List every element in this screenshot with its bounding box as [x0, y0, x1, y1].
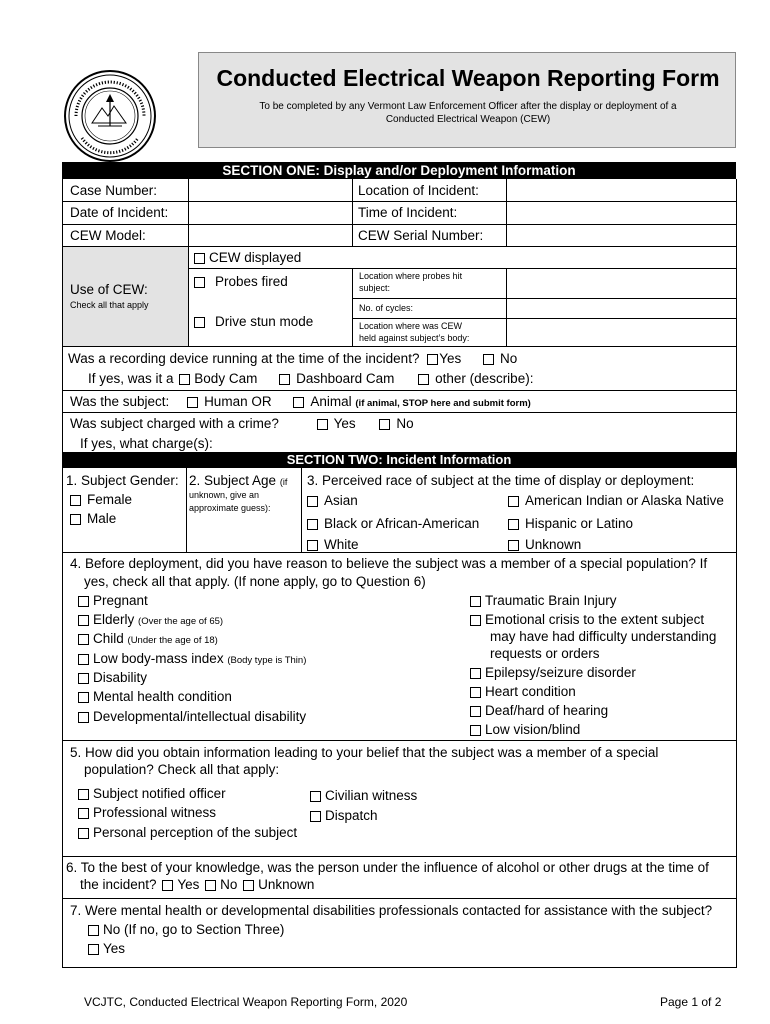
footer-text: VCJTC, Conducted Electrical Weapon Reporting Form, 2020	[84, 995, 408, 1009]
checkbox[interactable]	[427, 354, 438, 365]
section-one-heading: SECTION ONE: Display and/or Deployment Information	[62, 162, 736, 179]
checkbox[interactable]	[78, 634, 89, 645]
developmental-option[interactable]: Developmental/intellectual disability	[78, 710, 306, 724]
checkbox[interactable]	[78, 789, 89, 800]
checkbox[interactable]	[162, 880, 173, 891]
q5-question-line1: 5. How did you obtain information leading to your belief that the subject was a member of a special	[70, 745, 659, 760]
recording-type-row: If yes, was it a Body Cam Dashboard Cam other (describe):	[88, 371, 534, 386]
checkbox[interactable]	[310, 791, 321, 802]
race-hispanic-option[interactable]: Hispanic or Latino	[508, 517, 633, 531]
checkbox[interactable]	[470, 725, 481, 736]
form-subtitle-line2: Conducted Electrical Weapon (CEW)	[385, 114, 551, 125]
form-title: Conducted Electrical Weapon Reporting Form	[216, 65, 720, 91]
checkbox[interactable]	[78, 673, 89, 684]
cew-serial-label: CEW Serial Number:	[358, 228, 484, 243]
q7-yes-option[interactable]: Yes	[88, 942, 125, 956]
q3-race-label: 3. Perceived race of subject at the time of display or deployment:	[307, 473, 695, 488]
checkbox[interactable]	[307, 540, 318, 551]
dispatch-option[interactable]: Dispatch	[310, 809, 378, 823]
q2-note-line1: unknown, give an	[189, 490, 260, 500]
checkbox[interactable]	[78, 808, 89, 819]
checkbox[interactable]	[508, 496, 519, 507]
checkbox[interactable]	[508, 540, 519, 551]
q4-question-line2: yes, check all that apply. (If none apply, go to Question 6)	[84, 574, 426, 589]
checkbox[interactable]	[179, 374, 190, 385]
check-all-note: Check all that apply	[70, 300, 149, 310]
professional-witness-option[interactable]: Professional witness	[78, 806, 216, 820]
civilian-witness-option[interactable]: Civilian witness	[310, 789, 417, 803]
page-number: Page 1 of 2	[660, 995, 722, 1009]
female-option[interactable]: Female	[70, 493, 132, 507]
checkbox[interactable]	[379, 419, 390, 430]
date-of-incident-label: Date of Incident:	[70, 205, 169, 220]
checkbox[interactable]	[78, 692, 89, 703]
checkbox[interactable]	[483, 354, 494, 365]
mental-health-option[interactable]: Mental health condition	[78, 690, 232, 704]
checkbox[interactable]	[88, 925, 99, 936]
cew-displayed-option[interactable]: CEW displayed	[194, 251, 301, 265]
q7-question: 7. Were mental health or developmental disabilities professionals contacted for assistance with the subject?	[70, 903, 713, 918]
q1-gender-label: 1. Subject Gender:	[66, 473, 179, 488]
checkbox[interactable]	[88, 944, 99, 955]
checkbox[interactable]	[78, 596, 89, 607]
checkbox[interactable]	[70, 514, 81, 525]
drive-stun-option[interactable]: Drive stun mode	[194, 315, 313, 329]
checkbox[interactable]	[508, 519, 519, 530]
checkbox[interactable]	[317, 419, 328, 430]
checkbox[interactable]	[279, 374, 290, 385]
disability-option[interactable]: Disability	[78, 671, 147, 685]
checkbox[interactable]	[78, 654, 89, 665]
form-subtitle-line1: To be completed by any Vermont Law Enforcement Officer after the display or deployment of a	[259, 101, 677, 112]
probes-hit-label: Location where probes hit	[359, 271, 463, 281]
probes-hit-label-2: subject:	[359, 283, 391, 293]
child-option[interactable]: Child (Under the age of 18)	[78, 632, 218, 646]
charged-row: Was subject charged with a crime? Yes No	[70, 416, 414, 431]
checkbox[interactable]	[70, 495, 81, 506]
checkbox[interactable]	[418, 374, 429, 385]
vcjtc-seal-icon	[62, 68, 158, 164]
checkbox[interactable]	[307, 496, 318, 507]
cew-held-label-2: held against subject’s body:	[359, 333, 470, 343]
case-number-label: Case Number:	[70, 183, 158, 198]
tbi-option[interactable]: Traumatic Brain Injury	[470, 594, 617, 608]
cew-model-label: CEW Model:	[70, 228, 146, 243]
male-option[interactable]: Male	[70, 512, 116, 526]
elderly-option[interactable]: Elderly (Over the age of 65)	[78, 613, 223, 627]
cycles-label: No. of cycles:	[359, 303, 414, 313]
checkbox[interactable]	[187, 397, 198, 408]
q7-no-option[interactable]: No (If no, go to Section Three)	[88, 923, 284, 937]
checkbox[interactable]	[307, 519, 318, 530]
checkbox[interactable]	[470, 615, 481, 626]
race-asian-option[interactable]: Asian	[307, 494, 358, 508]
recording-question: Was a recording device running at the time of the incident? Yes No	[68, 351, 518, 366]
heart-condition-option[interactable]: Heart condition	[470, 685, 576, 699]
location-of-incident-label: Location of Incident:	[358, 183, 479, 198]
checkbox[interactable]	[78, 828, 89, 839]
checkbox[interactable]	[194, 253, 205, 264]
personal-perception-option[interactable]: Personal perception of the subject	[78, 826, 297, 840]
checkbox[interactable]	[78, 615, 89, 626]
checkbox[interactable]	[194, 317, 205, 328]
q6-question-line1: 6. To the best of your knowledge, was the person under the influence of alcohol or other drugs at the time of	[66, 860, 709, 875]
checkbox[interactable]	[78, 712, 89, 723]
cew-held-label: Location where was CEW	[359, 321, 463, 331]
race-black-option[interactable]: Black or African-American	[307, 517, 479, 531]
checkbox[interactable]	[205, 880, 216, 891]
subject-notified-option[interactable]: Subject notified officer	[78, 787, 226, 801]
time-of-incident-label: Time of Incident:	[358, 205, 458, 220]
q2-note-line2: approximate guess):	[189, 503, 271, 513]
checkbox[interactable]	[243, 880, 254, 891]
checkbox[interactable]	[310, 811, 321, 822]
race-american-indian-option[interactable]: American Indian or Alaska Native	[508, 494, 724, 508]
charges-label: If yes, what charge(s):	[80, 436, 213, 451]
use-of-cew-label: Use of CEW:	[70, 282, 148, 297]
subject-type-row: Was the subject: Human OR Animal (if animal, STOP here and submit form)	[70, 394, 531, 409]
deaf-option[interactable]: Deaf/hard of hearing	[470, 704, 608, 718]
low-vision-option[interactable]: Low vision/blind	[470, 723, 580, 737]
q5-question-line2: population? Check all that apply:	[84, 762, 280, 777]
probes-fired-option[interactable]: Probes fired	[194, 275, 288, 289]
epilepsy-option[interactable]: Epilepsy/seizure disorder	[470, 666, 636, 680]
pregnant-option[interactable]: Pregnant	[78, 594, 148, 608]
checkbox[interactable]	[293, 397, 304, 408]
checkbox[interactable]	[470, 706, 481, 717]
emotional-crisis-line2: may have had difficulty understanding	[490, 629, 717, 644]
emotional-crisis-line3: requests or orders	[490, 646, 600, 661]
q2-age-label: 2. Subject Age (if	[189, 473, 288, 488]
checkbox[interactable]	[470, 687, 481, 698]
emotional-crisis-option[interactable]: Emotional crisis to the extent subject	[470, 613, 704, 627]
race-unknown-option[interactable]: Unknown	[508, 538, 581, 552]
section-two-heading: SECTION TWO: Incident Information	[62, 452, 736, 468]
title-box	[198, 52, 736, 148]
race-white-option[interactable]: White	[307, 538, 359, 552]
checkbox[interactable]	[194, 277, 205, 288]
q6-answer-row: the incident? Yes No Unknown	[80, 877, 315, 892]
checkbox[interactable]	[470, 596, 481, 607]
checkbox[interactable]	[470, 668, 481, 679]
low-bmi-option[interactable]: Low body-mass index (Body type is Thin)	[78, 652, 306, 666]
q4-question-line1: 4. Before deployment, did you have reason to believe the subject was a member of a special population? If	[70, 556, 708, 571]
